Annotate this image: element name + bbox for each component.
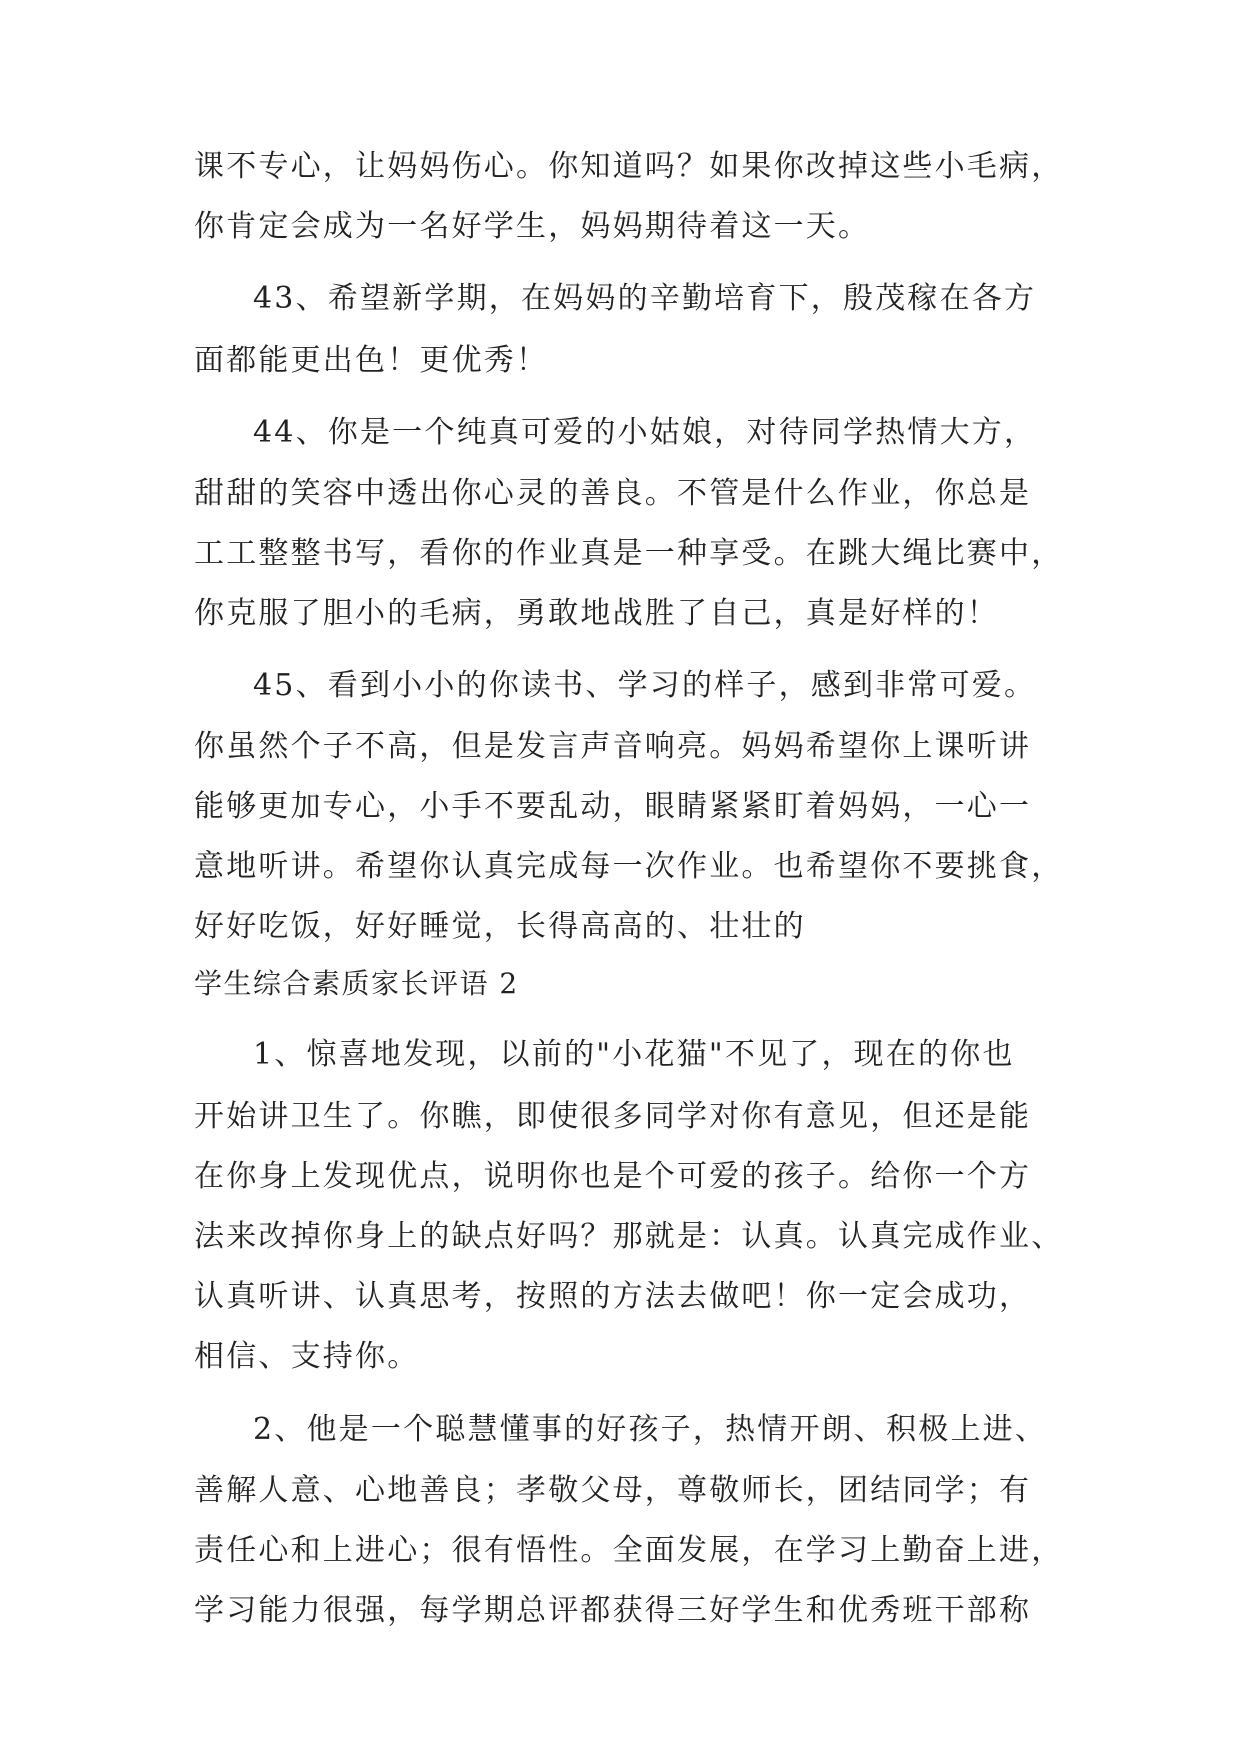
paragraph-45: 45、看到小小的你读书、学习的样子，感到非常可爱。 bbox=[253, 668, 1037, 703]
paragraph-43: 43、希望新学期，在妈妈的辛勤培育下，殷茂稼在各方 bbox=[253, 281, 1037, 316]
section-heading: 学生综合素质家长评语 2 bbox=[194, 967, 519, 1000]
paragraph-1: 1、惊喜地发现，以前的"小花猫"不见了，现在的你也 bbox=[253, 1037, 1015, 1072]
text-line: 你克服了胆小的毛病，勇敢地战胜了自己，真是好样的！ bbox=[194, 596, 999, 631]
text-line: 你肯定会成为一名好学生，妈妈期待着这一天。 bbox=[194, 209, 871, 244]
paragraph-44: 44、你是一个纯真可爱的小姑娘，对待同学热情大方， bbox=[253, 415, 1037, 450]
text-line: 在你身上发现优点，说明你也是个可爱的孩子。给你一个方 bbox=[194, 1159, 1032, 1194]
text-line: 甜甜的笑容中透出你心灵的善良。不管是什么作业，你总是 bbox=[194, 476, 1032, 511]
text-line: 意地听讲。希望你认真完成每一次作业。也希望你不要挑食， bbox=[194, 849, 1064, 884]
text-line: 你虽然个子不高，但是发言声音响亮。妈妈希望你上课听讲 bbox=[194, 729, 1032, 764]
text-line: 法来改掉你身上的缺点好吗？那就是：认真。认真完成作业、 bbox=[194, 1219, 1064, 1254]
text-line: 开始讲卫生了。你瞧，即使很多同学对你有意见，但还是能 bbox=[194, 1099, 1032, 1134]
text-line: 认真听讲、认真思考，按照的方法去做吧！你一定会成功， bbox=[194, 1279, 1032, 1314]
text-line: 课不专心，让妈妈伤心。你知道吗？如果你改掉这些小毛病， bbox=[194, 149, 1064, 184]
text-line: 能够更加专心，小手不要乱动，眼睛紧紧盯着妈妈，一心一 bbox=[194, 789, 1032, 824]
text-line: 好好吃饭，好好睡觉，长得高高的、壮壮的 bbox=[194, 909, 806, 944]
text-line: 相信、支持你。 bbox=[194, 1339, 420, 1374]
text-line: 学习能力很强，每学期总评都获得三好学生和优秀班干部称 bbox=[194, 1593, 1032, 1628]
text-line: 面都能更出色！更优秀！ bbox=[194, 343, 549, 378]
text-line: 工工整整书写，看你的作业真是一种享受。在跳大绳比赛中， bbox=[194, 536, 1064, 571]
text-line: 善解人意、心地善良；孝敬父母，尊敬师长，团结同学；有 bbox=[194, 1473, 1032, 1508]
paragraph-2: 2、他是一个聪慧懂事的好孩子，热情开朗、积极上进、 bbox=[253, 1412, 1048, 1447]
text-line: 责任心和上进心；很有悟性。全面发展，在学习上勤奋上进， bbox=[194, 1533, 1064, 1568]
